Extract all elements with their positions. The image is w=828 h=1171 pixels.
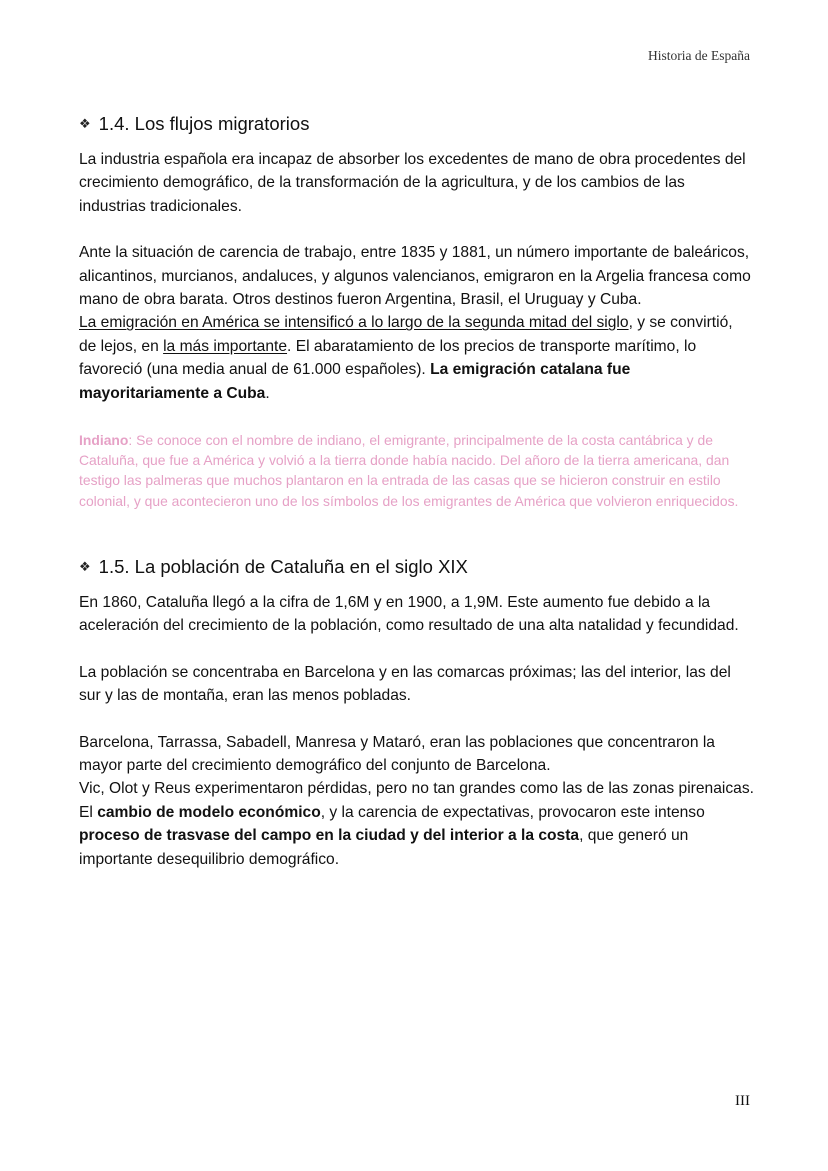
section-title: 1.4. Los flujos migratorios: [98, 113, 310, 134]
paragraph: [79, 311, 754, 405]
underlined-text: La emigración en América se intensificó a lo largo de la segunda mitad del siglo: [79, 314, 629, 332]
page-content: [79, 112, 754, 871]
bold-text: La emigración catalana fue mayoritariamente a Cuba: [79, 361, 631, 402]
text-run: , y la carencia de expectativas, provocaron este intenso: [320, 803, 705, 821]
note-text: : Se conoce con el nombre de indiano, el emigrante, principalmente de la costa cantábrica y de Cataluña, que fue a América y volvió a la tierra donde había nacido. Del añoro de la tierra americana, dan testigo las palmeras que muchos plantaron en la entrada de las casas que se hicieron construir en estilo colonial, y que acontecieron uno de los símbolos de los emigrantes de América que volvieron enriquecidos.: [79, 432, 739, 509]
page-number: III: [735, 1093, 750, 1109]
text-run: , y se convirtió, de lejos, en: [79, 314, 733, 355]
underlined-text: la más importante: [163, 337, 288, 355]
text-run: , que generó un importante desequilibrio demográfico.: [79, 827, 689, 868]
diamond-bullet-icon: ❖: [79, 558, 91, 574]
text-run: . El abaratamiento de los precios de transporte marítimo, lo favoreció (una media anual de 61.000 españoles).: [79, 337, 697, 379]
bold-text: cambio de modelo económico: [97, 803, 321, 821]
diamond-bullet-icon: ❖: [79, 116, 91, 131]
section-heading-1-4: [79, 112, 754, 136]
indiano-note: [79, 430, 754, 511]
running-header: Historia de España: [648, 48, 750, 63]
paragraph: [79, 777, 754, 871]
paragraph: La industria española era incapaz de absorber los excedentes de mano de obra procedentes del crecimiento demográfico, de la transformación de la agricultura, y de los cambios de las industrias tradicionales.: [79, 151, 746, 215]
paragraph: La población se concentraba en Barcelona y en las comarcas próximas; las del interior, las del sur y las de montaña, eran las menos pobladas.: [79, 663, 731, 705]
section-heading-1-5: [79, 555, 754, 579]
paragraph: Ante la situación de carencia de trabajo, entre 1835 y 1881, un número importante de baleáricos, alicantinos, murcianos, andaluces, y algunos valencianos, emigraron en la Argelia francesa como mano de obra barata. Otros destinos fueron Argentina, Brasil, el Uruguay y Cuba.: [79, 244, 751, 309]
paragraph: Barcelona, Tarrassa, Sabadell, Manresa y Mataró, eran las poblaciones que concentraron la mayor parte del crecimiento demográfico del conjunto de Barcelona.: [79, 733, 715, 774]
text-run: Vic, Olot y Reus experimentaron pérdidas, pero no tan grandes como las de las zonas pirenaicas. El: [79, 780, 754, 821]
section-title: 1.5. La población de Cataluña en el siglo XIX: [98, 555, 468, 577]
text-run: .: [265, 384, 270, 402]
paragraph: En 1860, Cataluña llegó a la cifra de 1,6M y en 1900, a 1,9M. Este aumento fue debido a la aceleración del crecimiento de la población, como resultado de una alta natalidad y fecundidad.: [79, 593, 739, 635]
bold-text: proceso de trasvase del campo en la ciudad y del interior a la costa: [79, 827, 580, 845]
note-term: Indiano: [79, 432, 129, 449]
